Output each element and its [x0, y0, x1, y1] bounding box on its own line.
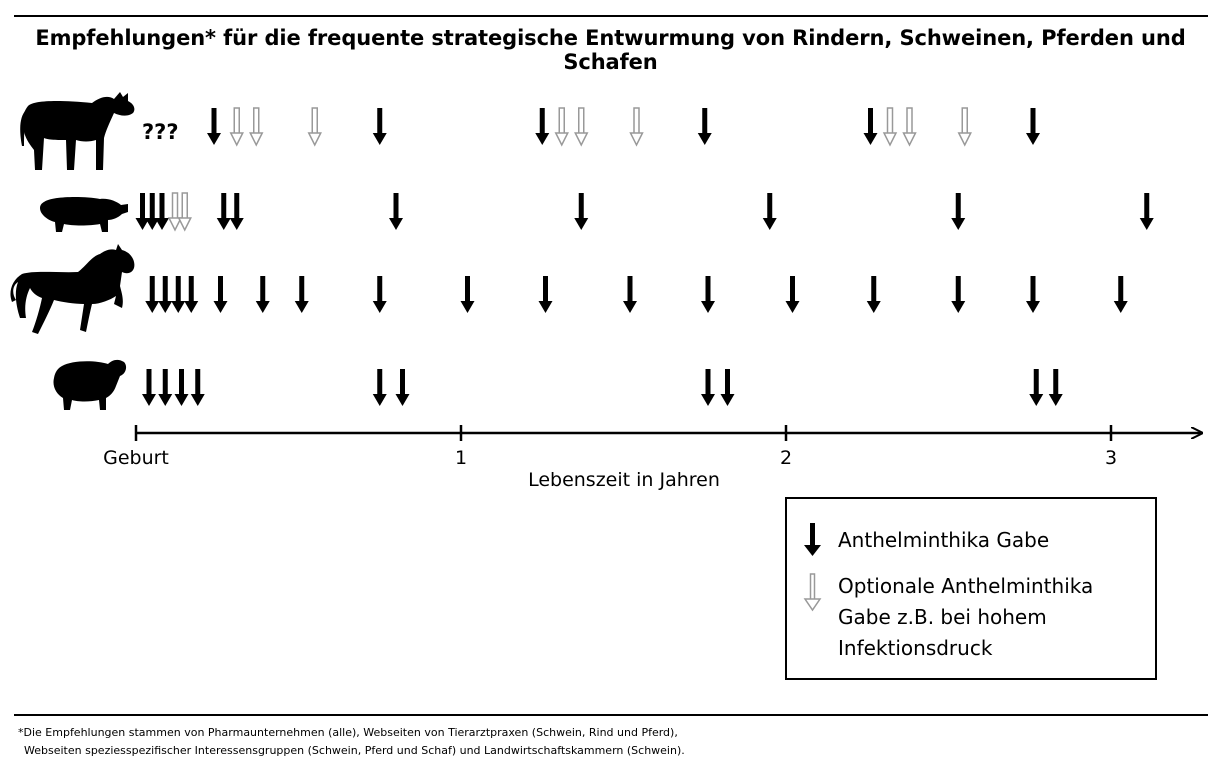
- dose-arrow: [396, 369, 410, 406]
- x-tick-label: 3: [1104, 447, 1118, 469]
- legend-regular-label: Anthelminthika Gabe: [838, 528, 1050, 552]
- dose-arrow: [867, 276, 881, 313]
- dose-arrow: [158, 369, 172, 406]
- legend: [785, 497, 1157, 680]
- legend-optional-arrow-icon: [803, 573, 823, 613]
- dose-arrow: [951, 276, 965, 313]
- dose-arrow: [142, 369, 156, 406]
- dose-arrow: [701, 276, 715, 313]
- dose-arrow: [171, 276, 185, 313]
- optional-dose-arrow: [250, 108, 262, 145]
- dose-arrow: [1029, 369, 1043, 406]
- dose-arrows: [136, 108, 1154, 406]
- dose-arrow: [373, 108, 387, 145]
- dose-arrow: [698, 108, 712, 145]
- legend-optional-line-2: Gabe z.B. bei hohem: [838, 605, 1047, 629]
- dose-arrow: [207, 108, 221, 145]
- footnote: [18, 724, 685, 760]
- x-tick-label: 1: [454, 447, 468, 469]
- dose-arrow: [786, 276, 800, 313]
- dose-arrow: [155, 193, 169, 230]
- chart-title: Empfehlungen* für die frequente strategische Entwurmung von Rindern, Schweinen, Pferden und Schafen: [35, 26, 1186, 74]
- pig-icon: [40, 197, 128, 232]
- optional-dose-arrow: [959, 108, 971, 145]
- dose-arrow: [158, 276, 172, 313]
- optional-dose-arrow: [904, 108, 916, 145]
- dose-arrow: [295, 276, 309, 313]
- dose-arrow: [214, 276, 228, 313]
- footnote-rule: [14, 714, 1208, 716]
- dose-arrow: [145, 276, 159, 313]
- dose-arrow: [763, 193, 777, 230]
- dose-arrow: [1114, 276, 1128, 313]
- optional-dose-arrow: [575, 108, 587, 145]
- x-tick-label: 2: [779, 447, 793, 469]
- optional-dose-arrow: [169, 193, 181, 230]
- legend-optional-label: [838, 571, 1093, 664]
- dose-arrow: [461, 276, 475, 313]
- dose-arrow: [217, 193, 231, 230]
- optional-dose-arrow: [556, 108, 568, 145]
- dose-arrow: [175, 369, 189, 406]
- optional-dose-arrow: [309, 108, 321, 145]
- optional-dose-arrow: [631, 108, 643, 145]
- dose-arrow: [535, 108, 549, 145]
- dose-arrow: [256, 276, 270, 313]
- dose-arrow: [373, 369, 387, 406]
- dose-arrow: [574, 193, 588, 230]
- dose-arrow: [721, 369, 735, 406]
- dose-arrow: [373, 276, 387, 313]
- legend-optional-line-1: Optionale Anthelminthika: [838, 574, 1094, 598]
- dose-arrow: [1026, 276, 1040, 313]
- dose-arrow: [1140, 193, 1154, 230]
- x-axis-ticks: [103, 425, 1117, 469]
- optional-dose-arrow: [179, 193, 191, 230]
- optional-dose-arrow: [884, 108, 896, 145]
- legend-optional-line-3: Infektionsdruck: [838, 636, 993, 660]
- dose-arrow: [864, 108, 878, 145]
- optional-dose-arrow: [231, 108, 243, 145]
- cow-icon: [20, 92, 134, 170]
- dose-arrow: [389, 193, 403, 230]
- dose-arrow: [1026, 108, 1040, 145]
- cow-unknown-label: ???: [142, 120, 179, 144]
- dose-arrow: [230, 193, 244, 230]
- horse-icon: [10, 244, 134, 334]
- footnote-line-2: Webseiten speziesspezifischer Interessensgruppen (Schwein, Pferd und Schaf) und Landwirtschaftskammern (Schwein).: [24, 744, 685, 757]
- x-axis-label: Lebenszeit in Jahren: [528, 469, 720, 491]
- dose-arrow: [136, 193, 150, 230]
- sheep-icon: [53, 360, 126, 410]
- dose-arrow: [184, 276, 198, 313]
- footnote-line-1: *Die Empfehlungen stammen von Pharmaunternehmen (alle), Webseiten von Tierarztpraxen (Schwein, Rind und Pferd),: [18, 726, 678, 739]
- dose-arrow: [191, 369, 205, 406]
- dose-arrow: [701, 369, 715, 406]
- dose-arrow: [145, 193, 159, 230]
- dose-arrow: [623, 276, 637, 313]
- x-tick-label: Geburt: [103, 447, 169, 469]
- dose-arrow: [951, 193, 965, 230]
- legend-regular-arrow-icon: [803, 523, 823, 557]
- dose-arrow: [1049, 369, 1063, 406]
- dose-arrow: [539, 276, 553, 313]
